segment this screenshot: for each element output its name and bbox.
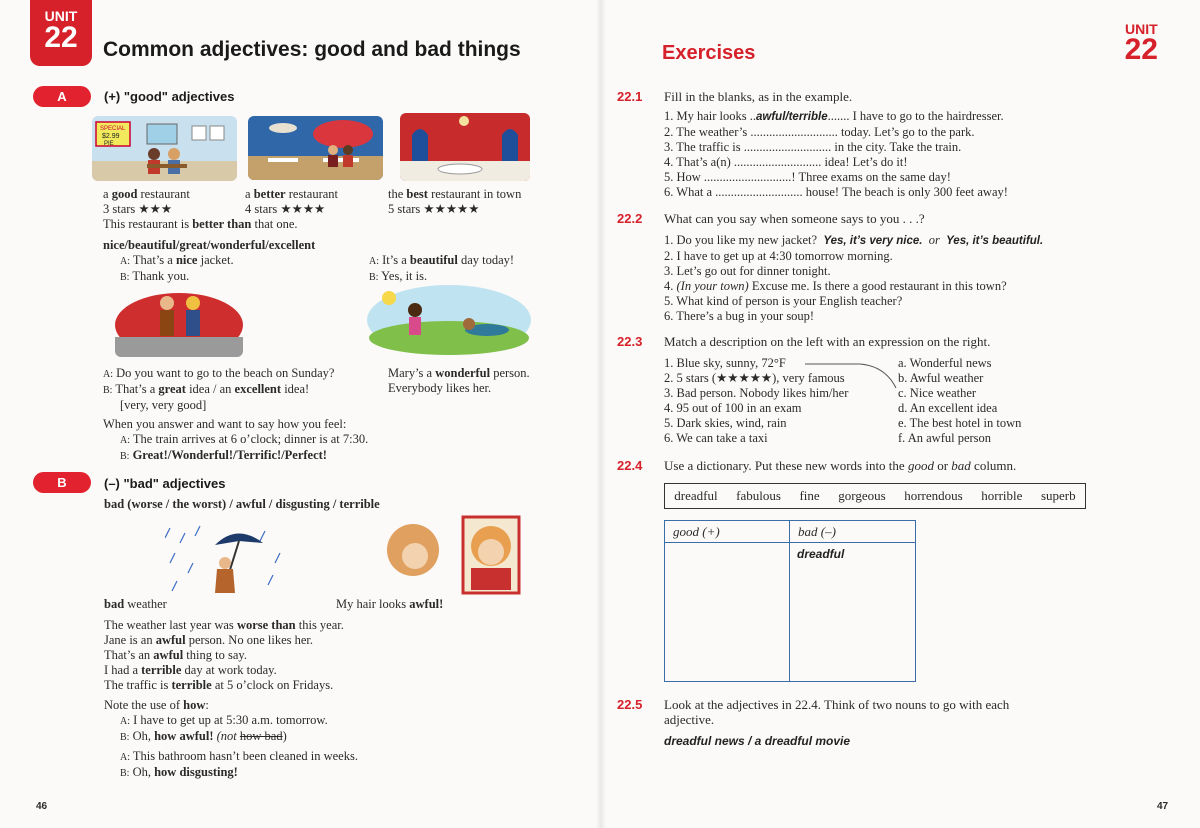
caption-bold: good xyxy=(111,187,138,201)
page-number-right: 47 xyxy=(1157,801,1169,812)
section-a-badge: A xyxy=(33,86,91,107)
exercise-instruction xyxy=(664,697,1009,727)
exercise-22-1-items xyxy=(664,109,1008,200)
exercise-instruction: What can you say when someone says to you . . .? xyxy=(664,211,925,226)
exercise-item xyxy=(664,249,1043,264)
instruction-line: adjective. xyxy=(664,712,715,727)
how-intro xyxy=(104,698,209,713)
handwritten-answer: Yes, it’s very nice. xyxy=(823,235,923,247)
speaker-b: B: xyxy=(103,385,113,396)
section-b-badge: B xyxy=(33,472,91,493)
item-number: 1. xyxy=(664,109,674,123)
match-right-item: f. An awful person xyxy=(898,431,992,445)
stars-rating: 3 stars ★★★ xyxy=(103,202,173,216)
speaker-b: B: xyxy=(120,768,130,779)
word: fine xyxy=(799,488,820,503)
line-bold: nice xyxy=(175,253,198,267)
match-right-item: d. An excellent idea xyxy=(898,401,998,415)
line-post: at 5 o’clock on Fridays. xyxy=(211,678,334,692)
awful-hair-illustration xyxy=(383,512,521,598)
speaker-b: B: xyxy=(120,732,130,743)
word: gorgeous xyxy=(838,488,886,503)
line-bold: terrible xyxy=(171,678,212,692)
item-number: 3. xyxy=(664,264,674,278)
exercise-item xyxy=(664,109,1008,125)
word: horrible xyxy=(981,488,1023,503)
item-number: 3. xyxy=(664,140,674,154)
unit-tag-right xyxy=(1125,22,1158,64)
exercise-item xyxy=(664,140,1008,155)
how-line-a: I have to get up at 5:30 a.m. tomorrow. xyxy=(133,713,328,727)
item-text: Dark skies, wind, rain xyxy=(676,416,787,430)
line-pre: That’s an xyxy=(104,648,154,662)
item-text: How ............................! Three exams on the same day! xyxy=(676,170,951,184)
unit-tag-left xyxy=(30,0,92,66)
line-pre: That’s a xyxy=(132,253,176,267)
caption-bold: bad xyxy=(104,597,125,611)
item-number: 4. xyxy=(664,279,674,293)
feel-line-a: The train arrives at 6 o’clock; dinner is at 7:30. xyxy=(132,432,369,446)
bad-sentences xyxy=(104,618,344,693)
match-left-item: 1. Blue sky, sunny, 72°F xyxy=(664,356,786,370)
mary-sentence xyxy=(388,366,530,396)
bad-sentence xyxy=(104,648,344,663)
speaker-b: B: xyxy=(120,272,130,283)
line-italic: (not xyxy=(213,729,240,743)
feel-line-b: Great!/Wonderful!/Terrific!/Perfect! xyxy=(132,448,327,462)
exercise-number: 22.1 xyxy=(617,89,643,104)
or-word: or xyxy=(928,233,940,247)
speaker-a: A: xyxy=(369,256,379,267)
nice-adjective-list: nice/beautiful/great/wonderful/excellent xyxy=(103,238,316,252)
line-pre: Note the use of xyxy=(104,698,184,712)
exercise-item xyxy=(664,309,1043,324)
caption-pre: a xyxy=(245,187,254,201)
speaker-a: A: xyxy=(120,716,130,727)
good-column xyxy=(665,521,790,681)
line-pre: Mary’s a xyxy=(388,366,436,380)
line-bold: awful xyxy=(153,648,184,662)
item-number: 4. xyxy=(664,155,674,169)
sentence-post: that one. xyxy=(251,217,298,231)
how-dialogue-2 xyxy=(120,749,358,781)
line-reply: Thank you. xyxy=(132,269,190,283)
word: horrendous xyxy=(904,488,963,503)
exercise-number: 22.2 xyxy=(617,211,643,226)
item-number: 6. xyxy=(664,185,674,199)
item-text: Excuse me. Is there a good restaurant in this town? xyxy=(748,279,1007,293)
item-number: 6. xyxy=(664,309,674,323)
page-title: Common adjectives: good and bad things xyxy=(103,38,521,61)
page-gutter xyxy=(596,0,606,828)
exercise-item xyxy=(664,185,1008,200)
exercise-number: 22.4 xyxy=(617,458,643,473)
line-post: idea! xyxy=(281,382,310,396)
caption-pre: the xyxy=(388,187,407,201)
line-bold: awful xyxy=(155,633,186,647)
beach-question: Do you want to go to the beach on Sunday? xyxy=(116,366,335,380)
line-bold: worse than xyxy=(236,618,296,632)
item-text: Blue sky, sunny, 72°F xyxy=(676,356,786,370)
section-a-heading: (+) "good" adjectives xyxy=(104,89,235,104)
bad-column xyxy=(790,521,915,681)
item-text: The weather’s ............................ today. Let’s go to the park. xyxy=(676,125,975,139)
best-restaurant-image xyxy=(400,113,530,181)
line-bold: how disgusting! xyxy=(154,765,238,779)
match-right-item: e. The best hotel in town xyxy=(898,416,1022,430)
line-mid: idea / an xyxy=(185,382,235,396)
item-text: What kind of person is your English teacher? xyxy=(676,294,903,308)
good-restaurant-image xyxy=(92,116,237,181)
line-bold: beautiful xyxy=(409,253,458,267)
better-restaurant-image xyxy=(248,116,383,180)
match-left-item: 4. 95 out of 100 in an exam xyxy=(664,401,802,415)
match-right-item: b. Awful weather xyxy=(898,371,984,385)
how-dialogue-1 xyxy=(120,713,328,745)
match-right-item: c. Nice weather xyxy=(898,386,977,400)
handwritten-answer: Yes, it’s beautiful. xyxy=(946,235,1044,247)
item-text: Do you like my new jacket? xyxy=(676,233,818,247)
line-post: day at work today. xyxy=(181,663,277,677)
instruction-line: Look at the adjectives in 22.4. Think of two nouns to go with each xyxy=(664,697,1010,712)
better-than-sentence xyxy=(103,217,298,232)
how-line-a: This bathroom hasn’t been cleaned in weeks. xyxy=(132,749,358,763)
line-post: person. xyxy=(490,366,530,380)
word: fabulous xyxy=(736,488,781,503)
caption-post: restaurant xyxy=(137,187,190,201)
bad-column-example: dreadful xyxy=(797,547,845,561)
item-text: 95 out of 100 in an exam xyxy=(676,401,802,415)
unit-number: 22 xyxy=(1124,33,1158,66)
exercise-item xyxy=(664,155,1008,170)
line-post: this year. xyxy=(295,618,344,632)
jacket-illustration xyxy=(115,285,243,357)
line-mid: or xyxy=(933,458,952,473)
bad-sentence xyxy=(104,633,344,648)
bad-sentence xyxy=(104,618,344,633)
bad-sentence xyxy=(104,678,344,693)
sentence-bold: better than xyxy=(192,217,252,231)
caption-bold: best xyxy=(406,187,428,201)
speaker-b: B: xyxy=(369,272,379,283)
line-post: thing to say. xyxy=(183,648,247,662)
line-pre: Oh, xyxy=(132,765,155,779)
exercise-item xyxy=(664,279,1043,294)
special-sign-text: SPECIAL xyxy=(100,126,126,132)
pie-sign-text: PIE xyxy=(104,141,114,147)
line-pre: That’s a xyxy=(115,382,159,396)
line-pre: I had a xyxy=(104,663,142,677)
price-sign-text: $2.99 xyxy=(102,133,120,140)
item-text: Bad person. Nobody likes him/her xyxy=(676,386,849,400)
line-2: Everybody likes her. xyxy=(388,381,492,395)
line-bold: how awful! xyxy=(154,729,214,743)
exercise-number: 22.3 xyxy=(617,334,643,349)
exercises-title: Exercises xyxy=(662,42,756,64)
line-pre: The weather last year was xyxy=(104,618,237,632)
page-number-left: 46 xyxy=(36,801,48,812)
line-bold: terrible xyxy=(141,663,182,677)
restaurant-caption-1 xyxy=(103,187,190,217)
line-pre: It’s a xyxy=(382,253,410,267)
speaker-a: A: xyxy=(120,752,130,763)
word-box xyxy=(664,483,1086,509)
match-left-item: 3. Bad person. Nobody likes him/her xyxy=(664,386,849,400)
item-text: That’s a(n) ............................ idea! Let’s do it! xyxy=(676,155,908,169)
line-pre: Use a dictionary. Put these new words into the xyxy=(664,458,908,473)
unit-label: UNIT xyxy=(1124,21,1158,37)
item-text: What a ............................ house! The beach is only 300 feet away! xyxy=(676,185,1008,199)
item-italic: (In your town) xyxy=(676,279,749,293)
gloss-note: [very, very good] xyxy=(120,398,207,412)
item-text: 5 stars (★★★★★), very famous xyxy=(676,371,845,385)
item-number: 2. xyxy=(664,249,674,263)
speaker-a: A: xyxy=(120,256,130,267)
exercise-number: 22.5 xyxy=(617,697,643,712)
word: superb xyxy=(1040,488,1076,503)
stars-rating: 4 stars ★★★★ xyxy=(245,202,326,216)
caption-post: weather xyxy=(124,597,167,611)
item-number: 5. xyxy=(664,294,674,308)
exercise-instruction: Fill in the blanks, as in the example. xyxy=(664,89,853,104)
struck-text: how bad xyxy=(239,729,283,743)
line-italic: bad xyxy=(951,458,971,473)
bad-sentence xyxy=(104,663,344,678)
exercise-item xyxy=(664,264,1043,279)
match-left-item: 2. 5 stars (★★★★★), very famous xyxy=(664,371,845,385)
item-number: 5. xyxy=(664,170,674,184)
good-column-header: good (+) xyxy=(665,521,789,543)
sentence-pre: This restaurant is xyxy=(103,217,193,231)
exercise-instruction xyxy=(664,458,1016,473)
item-text: Let’s go out for dinner tonight. xyxy=(676,264,831,278)
line-pre: The traffic is xyxy=(104,678,172,692)
exercise-22-5-example: dreadful news / a dreadful movie xyxy=(664,734,851,748)
exercise-item xyxy=(664,233,1043,249)
item-text: The traffic is ............................ in the city. Take the train. xyxy=(676,140,962,154)
match-left-item: 6. We can take a taxi xyxy=(664,431,768,445)
stars-rating: 5 stars ★★★★★ xyxy=(388,202,480,216)
item-text: I have to get up at 4:30 tomorrow morning. xyxy=(676,249,893,263)
handwritten-answer: awful/terrible xyxy=(756,111,828,123)
match-line xyxy=(800,358,900,398)
item-number: 2. xyxy=(664,125,674,139)
exercise-22-2-items xyxy=(664,233,1043,324)
line-bold: how xyxy=(183,698,206,712)
line-post: column. xyxy=(970,458,1017,473)
unit-label: UNIT xyxy=(44,8,78,24)
line-italic: good xyxy=(907,458,934,473)
caption-post: restaurant xyxy=(285,187,339,201)
speaker-a: A: xyxy=(120,435,130,446)
good-bad-table xyxy=(664,520,916,682)
line-bold: excellent xyxy=(234,382,282,396)
bad-weather-illustration xyxy=(165,523,295,598)
line-post: : xyxy=(205,698,209,712)
exercise-item xyxy=(664,170,1008,185)
item-text: My hair looks .. xyxy=(676,109,757,123)
feel-intro: When you answer and want to say how you feel: xyxy=(103,417,347,431)
caption-pre: My hair looks xyxy=(336,597,410,611)
line-post: person. No one likes her. xyxy=(185,633,314,647)
item-text: There’s a bug in your soup! xyxy=(676,309,815,323)
speaker-b: B: xyxy=(120,451,130,462)
feel-dialogue xyxy=(120,432,368,464)
unit-number: 22 xyxy=(44,21,78,54)
line-pre: Jane is an xyxy=(104,633,156,647)
caption-bad-weather xyxy=(104,597,167,612)
match-right-item: a. Wonderful news xyxy=(898,356,992,370)
line-post: day today! xyxy=(457,253,515,267)
beach-dialogue xyxy=(103,366,334,413)
line-bold: great xyxy=(158,382,186,396)
dialogue-jacket xyxy=(120,253,234,285)
caption-awful-hair xyxy=(336,597,443,612)
caption-bold: better xyxy=(253,187,286,201)
speaker-a: A: xyxy=(103,369,113,380)
exercise-instruction: Match a description on the left with an expression on the right. xyxy=(664,334,991,349)
section-b-heading: (–) "bad" adjectives xyxy=(104,476,226,491)
caption-pre: a xyxy=(103,187,112,201)
caption-post: restaurant in town xyxy=(427,187,522,201)
line-reply: Yes, it is. xyxy=(381,269,428,283)
bad-column-header: bad (–) xyxy=(790,521,915,543)
caption-bold: awful! xyxy=(409,597,444,611)
restaurant-caption-2 xyxy=(245,187,338,217)
item-text: We can take a taxi xyxy=(676,431,768,445)
line-bold: wonderful xyxy=(435,366,491,380)
close-paren: ) xyxy=(282,729,287,743)
park-illustration xyxy=(367,280,532,355)
bad-adjective-list: bad (worse / the worst) / awful / disgusting / terrible xyxy=(104,497,380,511)
line-post: jacket. xyxy=(197,253,234,267)
item-number: 1. xyxy=(664,233,674,247)
exercise-item xyxy=(664,294,1043,309)
item-text: ....... I have to go to the hairdresser. xyxy=(827,109,1004,123)
exercise-item xyxy=(664,125,1008,140)
word: dreadful xyxy=(674,488,718,503)
restaurant-caption-3 xyxy=(388,187,521,217)
line-pre: Oh, xyxy=(132,729,155,743)
match-left-item: 5. Dark skies, wind, rain xyxy=(664,416,787,430)
match-right-column xyxy=(898,356,1021,446)
